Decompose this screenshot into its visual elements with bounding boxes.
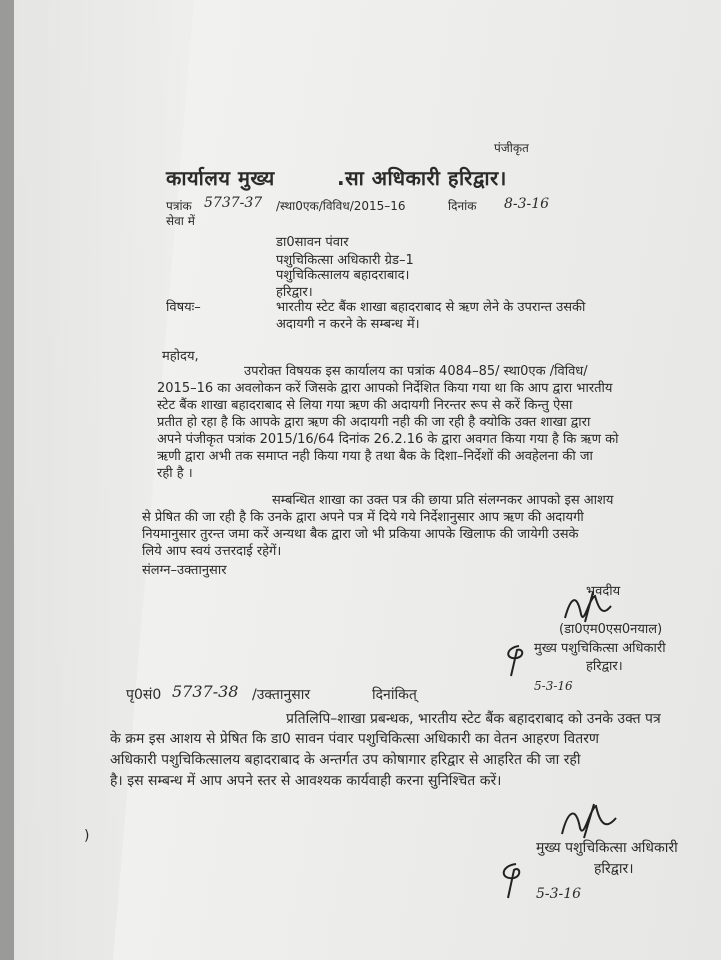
paragraph2-line: लिये आप स्वयं उत्तरदाई रहेगें। bbox=[142, 544, 282, 559]
signatory-designation: मुख्य पशुचिकित्सा अधिकारी bbox=[534, 641, 666, 656]
registered-mark: पंजीकृत bbox=[494, 141, 529, 155]
margin-mark: ) bbox=[84, 828, 90, 844]
paragraph1-line: उपरोक्त विषयक इस कार्यालय का पत्रांक 4084–85/ स्था0एक /विविध/ bbox=[244, 364, 588, 379]
subject-line-1: भारतीय स्टेट बैंक शाखा बहादराबाद से ऋण लेने के उपरान्त उसकी bbox=[276, 300, 586, 315]
paragraph1-line: ऋणी द्वारा अभी तक समाप्त नही किया गया है तथा बैक के दिशा–निर्देशों की अवहेलना की जा bbox=[157, 449, 593, 464]
addressee-name: डा0सावन पंवार bbox=[276, 235, 349, 250]
signatory-place: हरिद्वार। bbox=[586, 659, 623, 674]
paragraph2-line: नियमानुसार तुरन्त जमा करें अन्यथा बैक द्वारा जो भी प्रकिया आपके खिलाफ की जायेगी उसके bbox=[142, 527, 579, 542]
signature-scribble-2 bbox=[554, 800, 634, 844]
paragraph1-line: स्टेट बैंक शाखा बहादराबाद से लिया गया ऋण की अदायगी निरन्तर रूप से करें किन्तु ऐसा bbox=[157, 398, 573, 413]
enclosure-note: संलग्न–उक्तानुसार bbox=[142, 563, 227, 578]
office-title-right: .सा अधिकारी हरिद्वार। bbox=[337, 166, 507, 190]
date-handwritten: 8-3-16 bbox=[504, 196, 550, 212]
copy-number-handwritten: 5737-38 bbox=[172, 682, 239, 701]
to-label: सेवा में bbox=[166, 214, 195, 228]
signatory2-place: हरिद्वार। bbox=[594, 861, 634, 877]
copy-number-suffix: /उक्तानुसार bbox=[252, 687, 311, 703]
initial-mark-2 bbox=[494, 858, 534, 902]
signature2-date: 5-3-16 bbox=[536, 886, 582, 902]
copy-dated: दिनांकित् bbox=[372, 687, 417, 703]
copy-line: के क्रम इस आशय से प्रेषित कि डा0 सावन पंवार पशुचिकित्सा अधिकारी का वेतन आहरण वितरण bbox=[110, 731, 600, 747]
addressee-district: हरिद्वार। bbox=[276, 285, 313, 300]
salutation: महोदय, bbox=[162, 349, 199, 364]
copy-number-label: पृ0सं0 bbox=[126, 687, 162, 703]
initial-mark-1 bbox=[499, 640, 533, 680]
signatory-name: (डा0एम0एस0नयाल) bbox=[559, 622, 663, 637]
copy-line: प्रतिलिपि–शाखा प्रबन्धक, भारतीय स्टेट बैंक बहादराबाद को उनके उक्त पत्र bbox=[286, 711, 661, 727]
letter-number-handwritten: 5737-37 bbox=[204, 195, 263, 211]
paragraph2-line: सम्बन्धित शाखा का उक्त पत्र की छाया प्रति संलग्नकर आपको इस आशय bbox=[272, 493, 614, 508]
subject-label: विषयः– bbox=[166, 300, 201, 315]
signature1-date: 5-3-16 bbox=[534, 679, 573, 693]
copy-line: अधिकारी पशुचिकित्सालय बहादराबाद के अन्तर्गत उप कोषागार हरिद्वार से आहरित की जा रही bbox=[110, 752, 581, 768]
paragraph2-line: से प्रेषित की जा रही है कि उनके द्वारा अपने पत्र में दिये गये निर्देशानुसार आप ऋण की अदायगी bbox=[142, 510, 584, 525]
letter-number-label: पत्रांक bbox=[166, 199, 192, 213]
subject-line-2: अदायगी न करने के सम्बन्ध में। bbox=[276, 317, 420, 332]
signatory2-designation: मुख्य पशुचिकित्सा अधिकारी bbox=[536, 840, 678, 856]
paragraph1-line: प्रतीत हो रहा है कि आपके द्वारा ऋण की अदायगी नही की जा रही है क्योकि उक्त शाखा द्वारा bbox=[157, 415, 591, 430]
closing-yours: भवदीय bbox=[586, 584, 621, 599]
paragraph1-line: 2015–16 का अवलोकन करें जिसके द्वारा आपको निर्देशित किया गया था कि आप द्वारा भारतीय bbox=[157, 381, 613, 396]
office-title-left: कार्यालय मुख्य bbox=[166, 166, 275, 190]
letter-reference: /स्था0एक/विविध/2015–16 bbox=[276, 199, 406, 213]
addressee-place: पशुचिकित्सालय बहादराबाद। bbox=[276, 268, 410, 283]
paragraph1-line: अपने पंजीकृत पत्रांक 2015/16/64 दिनांक 26.2.16 के द्वारा अवगत किया गया है कि ऋण को bbox=[157, 432, 619, 447]
addressee-post: पशुचिकित्सा अधिकारी ग्रेड–1 bbox=[276, 253, 414, 268]
letter-page bbox=[14, 0, 721, 960]
copy-line: है। इस सम्बन्ध में आप अपने स्तर से आवश्यक कार्यवाही करना सुनिश्चित करें। bbox=[110, 773, 502, 789]
paragraph1-line: रही है । bbox=[157, 466, 193, 481]
date-label: दिनांक bbox=[448, 199, 477, 213]
